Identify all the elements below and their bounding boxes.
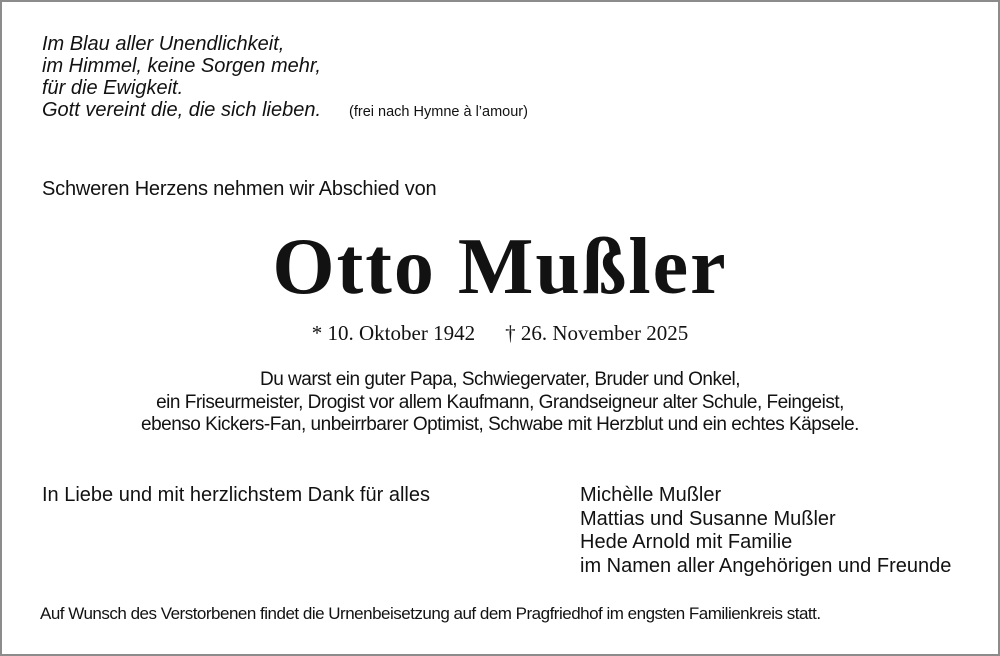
thanks-line: In Liebe und mit herzlichstem Dank für alles [42, 484, 430, 506]
mourner-line: Mattias und Susanne Mußler [580, 507, 836, 530]
birth-date: * 10. Oktober 1942 [311, 321, 476, 345]
tribute-text [2, 369, 998, 437]
tribute-line: ebenso Kickers-Fan, unbeirrbarer Optimist, Schwabe mit Herzblut und ein echtes Käpsele. [141, 414, 859, 435]
farewell-intro: Schweren Herzens nehmen wir Abschied von [42, 178, 437, 200]
poem-line: im Himmel, keine Sorgen mehr, [42, 55, 321, 77]
tribute-line: ein Friseurmeister, Drogist vor allem Kaufmann, Grandseigneur alter Schule, Feingeist, [156, 391, 844, 413]
mourners-list [580, 484, 951, 578]
burial-notice: Auf Wunsch des Verstorbenen findet die Urnenbeisetzung auf dem Pragfriedhof im engsten Familienkreis statt. [40, 604, 821, 623]
deceased-name: Otto Mußler [272, 223, 728, 311]
tribute-line: Du warst ein guter Papa, Schwiegervater, Bruder und Onkel, [259, 369, 741, 390]
memorial-poem [42, 33, 528, 123]
life-dates [2, 321, 998, 346]
mourner-line: im Namen aller Angehörigen und Freunde [580, 554, 952, 577]
death-date: † 26. November 2025 [505, 321, 689, 345]
poem-line-text: Gott vereint die, die sich lieben. [42, 99, 322, 121]
poem-line [42, 99, 528, 123]
poem-line: Im Blau aller Unendlichkeit, [42, 33, 285, 55]
mourner-line: Michèlle Mußler [580, 484, 722, 506]
poem-attribution: (frei nach Hymne à l’amour) [349, 104, 528, 120]
poem-line: für die Ewigkeit. [42, 77, 184, 99]
mourner-line: Hede Arnold mit Familie [580, 531, 793, 553]
